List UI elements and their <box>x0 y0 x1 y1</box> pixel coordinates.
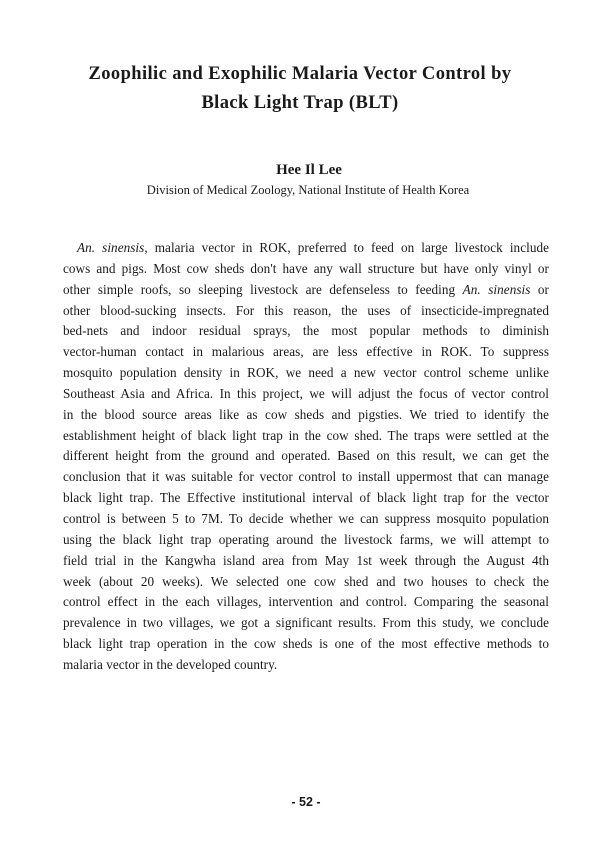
abstract-line: conclusion that it was suitable for vector control to install uppermost that can manage <box>63 469 549 485</box>
abstract-line: control effect in the each villages, intervention and control. Comparing the seasonal <box>63 594 549 610</box>
abstract-line: different height from the ground and operated. Based on this result, we can get the <box>63 448 549 464</box>
title-line-2: Black Light Trap (BLT) <box>201 93 399 113</box>
abstract-line: prevalence in two villages, we got a significant results. From this study, we conclude <box>63 615 549 631</box>
abstract-line: week (about 20 weeks). We selected one cow shed and two houses to check the <box>63 573 549 589</box>
abstract-line: bed-nets and indoor residual sprays, the most popular methods to diminish <box>63 323 549 339</box>
author-name: Hee Il Lee <box>276 162 342 178</box>
abstract-line: using the black light trap operating around the livestock farms, we will attempt to <box>63 531 549 547</box>
species-name: An. sinensis <box>77 240 145 255</box>
abstract-line: field trial in the Kangwha island area from May 1st week through the August 4th <box>63 552 549 568</box>
abstract-line: other blood-sucking insects. For this reason, the uses of insecticide-impregnated <box>63 302 549 318</box>
abstract-line: establishment height of black light trap in the cow shed. The traps were settled at the <box>63 427 549 443</box>
paper-title <box>40 60 560 118</box>
species-name: An. sinensis <box>462 281 531 297</box>
author-affiliation: Division of Medical Zoology, National Institute of Health Korea <box>146 183 470 197</box>
abstract-line: cows and pigs. Most cow sheds don't have any wall structure but have only vinyl or <box>63 260 549 276</box>
abstract-line: black light trap. The Effective institutional interval of black light trap for the vector <box>63 490 549 506</box>
page-number: - 52 - <box>291 795 321 809</box>
title-line-1: Zoophilic and Exophilic Malaria Vector Control by <box>88 64 512 84</box>
abstract-text: other simple roofs, so sleeping livestock are defenseless to feeding <box>63 281 463 297</box>
abstract-body <box>63 238 549 676</box>
abstract-text: , malaria vector in ROK, preferred to feed on large livestock include <box>144 240 549 255</box>
abstract-line: Southeast Asia and Africa. In this project, we will adjust the focus of vector control <box>63 385 549 401</box>
abstract-line: control is between 5 to 7M. To decide whether we can suppress mosquito population <box>63 510 549 526</box>
abstract-line: malaria vector in the developed country. <box>63 656 278 672</box>
abstract-line: black light trap operation in the cow sheds is one of the most effective methods to <box>63 636 549 652</box>
abstract-line: vector-human contact in malarious areas, are less effective in ROK. To suppress <box>63 344 549 360</box>
abstract-line: mosquito population density in ROK, we need a new vector control scheme unlike <box>63 365 549 381</box>
abstract-line <box>63 238 549 259</box>
abstract-line <box>63 280 549 301</box>
abstract-text: or <box>530 281 549 297</box>
abstract-line: in the blood source areas like as cow sheds and pigsties. We tried to identify the <box>63 406 549 422</box>
